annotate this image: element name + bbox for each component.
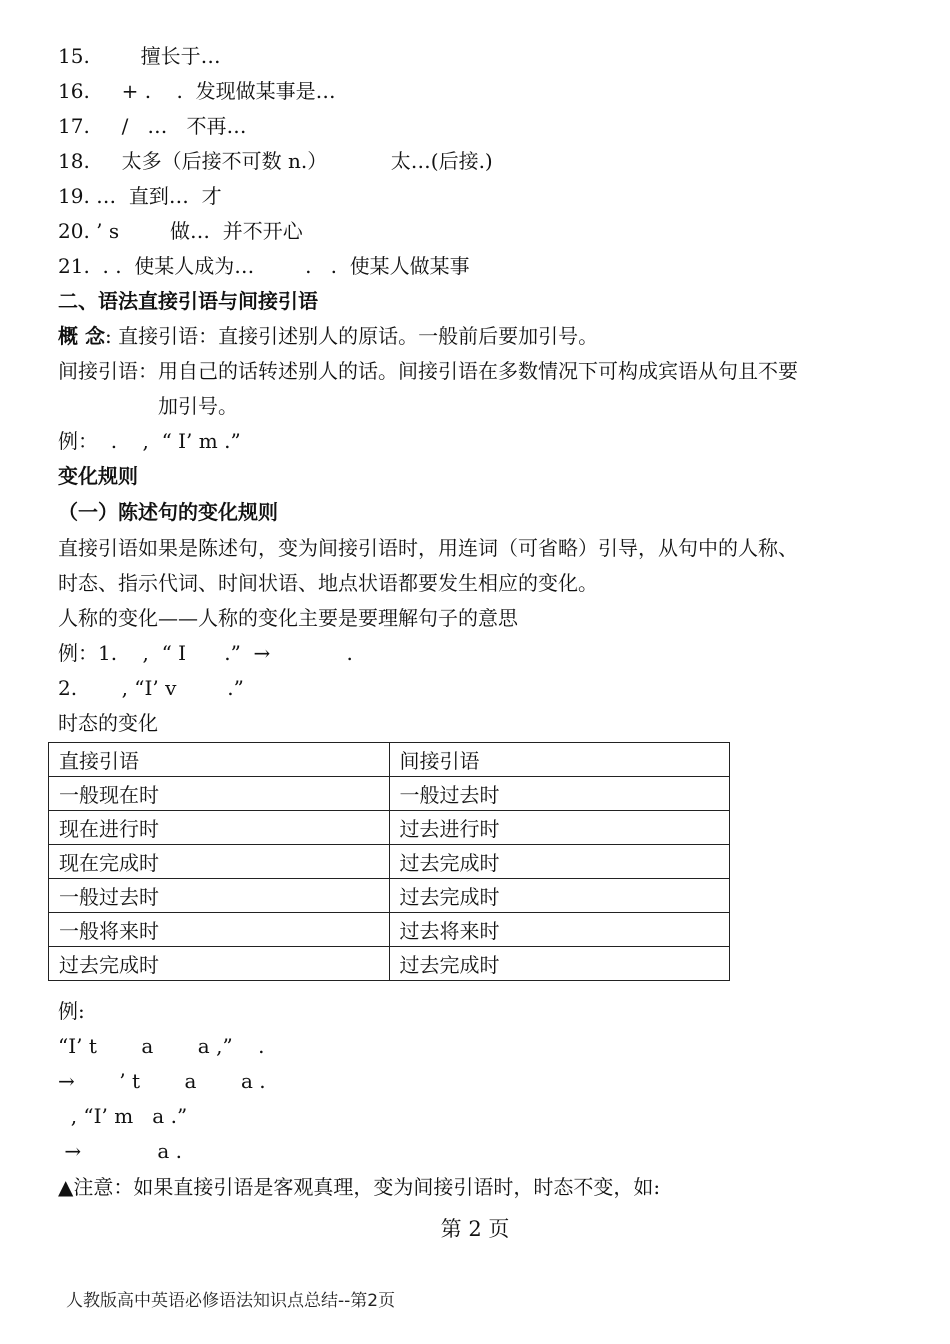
person-example-2: 2. , “I’ v .” — [58, 676, 244, 700]
example-line: 例： . , “ I’ m .” — [58, 429, 241, 453]
vocab-line-21: 21. . . 使某人成为… . . 使某人做某事 — [58, 254, 470, 278]
tense-example-line: → ’ t a a . — [58, 1069, 266, 1093]
concept-text: : 直接引语：直接引述别人的原话。一般前后要加引号。 — [104, 324, 599, 348]
tense-example-line: , “I’ m a .” — [58, 1104, 188, 1128]
vocab-line-18: 18. 太多（后接不可数 n.） 太…(后接.) — [58, 149, 493, 173]
vocab-line-19: 19. … 直到… 才 — [58, 184, 222, 208]
table-row — [49, 913, 730, 947]
table-cell: 现在进行时 — [49, 811, 390, 845]
table-cell: 过去完成时 — [389, 845, 730, 879]
concept-line — [58, 323, 598, 349]
tense-example-line: → a . — [58, 1139, 183, 1163]
rules-title: 变化规则 — [58, 464, 138, 488]
table-cell: 一般现在时 — [49, 777, 390, 811]
person-example-1: 例：1. , “ I .” → . — [58, 641, 353, 665]
statement-rule-line-2: 时态、指示代词、时间状语、地点状语都要发生相应的变化。 — [58, 571, 598, 595]
table-cell: 过去完成时 — [389, 879, 730, 913]
tense-change-title: 时态的变化 — [58, 711, 158, 735]
table-cell: 一般过去时 — [49, 879, 390, 913]
table-cell: 过去完成时 — [49, 947, 390, 981]
statement-rules-title: （一）陈述句的变化规则 — [58, 500, 278, 524]
page-number: 第 2 页 — [440, 1217, 510, 1241]
table-cell: 过去进行时 — [389, 811, 730, 845]
table-header-row — [49, 743, 730, 777]
table-header-cell: 直接引语 — [49, 743, 390, 777]
vocab-line-20: 20. ’ s 做… 并不开心 — [58, 219, 303, 243]
table-cell: 现在完成时 — [49, 845, 390, 879]
section-title: 二、语法直接引语与间接引语 — [58, 289, 318, 313]
note-line: ▲注意：如果直接引语是客观真理，变为间接引语时，时态不变，如: — [58, 1175, 661, 1199]
indirect-definition-line-2: 加引号。 — [158, 394, 238, 418]
vocab-line-17: 17. / … 不再… — [58, 114, 247, 138]
indirect-definition-line-1: 间接引语：用自己的话转述别人的话。间接引语在多数情况下可构成宾语从句且不要 — [58, 359, 798, 383]
table-row — [49, 845, 730, 879]
person-change-line: 人称的变化——人称的变化主要是要理解句子的意思 — [58, 606, 518, 630]
vocab-line-16: 16. + . . 发现做某事是… — [58, 79, 336, 103]
table-cell: 一般过去时 — [389, 777, 730, 811]
table-cell: 过去将来时 — [389, 913, 730, 947]
tense-example-label: 例: — [58, 999, 85, 1023]
table-row — [49, 811, 730, 845]
tense-example-line: “I’ t a a ,” . — [58, 1034, 265, 1058]
table-cell: 一般将来时 — [49, 913, 390, 947]
table-row — [49, 947, 730, 981]
concept-label: 概 念 — [58, 324, 105, 348]
table-row — [49, 777, 730, 811]
table-cell: 过去完成时 — [389, 947, 730, 981]
table-row — [49, 879, 730, 913]
tense-table — [48, 742, 730, 981]
statement-rule-line-1: 直接引语如果是陈述句，变为间接引语时，用连词（可省略）引导，从句中的人称、 — [58, 536, 798, 560]
vocab-line-15: 15. 擅长于… — [58, 44, 221, 68]
table-header-cell: 间接引语 — [389, 743, 730, 777]
footer-text: 人教版高中英语必修语法知识点总结--第2页 — [66, 1291, 396, 1311]
